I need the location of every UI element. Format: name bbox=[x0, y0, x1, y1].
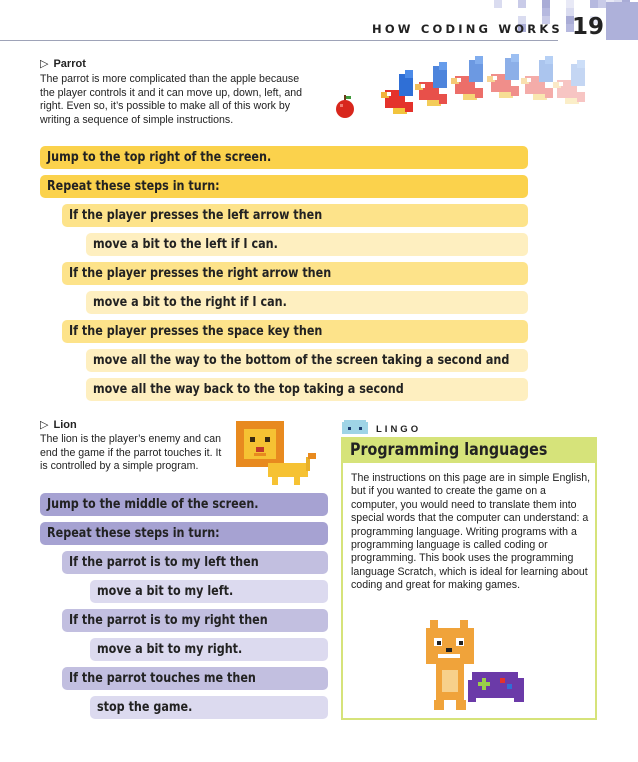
parrot-step-6: move a bit to the right if I can. bbox=[86, 291, 528, 314]
lion-step-1: Jump to the middle of the screen. bbox=[40, 493, 328, 516]
parrot-step-5: If the player presses the right arrow then bbox=[62, 262, 528, 285]
parrot-description: The parrot is more complicated than the apple because the player controls it and it can move up, down, left, and right. Even so, it’s possible to make all of this work by writing a sequence of simple instructions. bbox=[40, 73, 303, 126]
parrot-step-9: move all the way back to the top taking a second bbox=[86, 378, 528, 401]
lion-step-8: stop the game. bbox=[90, 696, 328, 719]
lion-step-6: move a bit to my right. bbox=[90, 638, 328, 661]
lingo-title: Programming languages bbox=[341, 437, 597, 463]
lion-step-7: If the parrot touches me then bbox=[62, 667, 328, 690]
parrot-step-3: If the player presses the left arrow then bbox=[62, 204, 528, 227]
header-title: HOW CODING WORKS bbox=[372, 22, 563, 36]
lion-heading bbox=[40, 418, 77, 431]
lion-sprite bbox=[232, 417, 327, 487]
lion-heading-label: Lion bbox=[53, 419, 77, 431]
parrot-sprite-trail bbox=[375, 48, 585, 128]
parrot-step-4: move a bit to the left if I can. bbox=[86, 233, 528, 256]
lion-description: The lion is the player’s enemy and can end the game if the parrot touches it. It is controlled by a simple program. bbox=[40, 433, 222, 472]
parrot-step-7: If the player presses the space key then bbox=[62, 320, 528, 343]
lingo-body: The instructions on this page are in simple English, but if you wanted to create the game on a computer, you would need to translate them into special words that the computer can understand: a programming language. Writing programs with a programming language is called coding or programming. This book uses the programming language Scratch, which is ideal for learning about coding and great for making games. bbox=[351, 472, 591, 592]
lingo-icon bbox=[340, 420, 370, 434]
parrot-step-1: Jump to the top right of the screen. bbox=[40, 146, 528, 169]
cat-with-gamepad-sprite bbox=[420, 616, 530, 716]
triangle-marker-icon: ▷ bbox=[40, 58, 49, 70]
lion-step-3: If the parrot is to my left then bbox=[62, 551, 328, 574]
lion-step-5: If the parrot is to my right then bbox=[62, 609, 328, 632]
parrot-step-2: Repeat these steps in turn: bbox=[40, 175, 528, 198]
triangle-marker-icon: ▷ bbox=[40, 419, 49, 431]
page-number: 19 bbox=[572, 14, 605, 40]
lingo-tag: LINGO bbox=[376, 424, 422, 435]
parrot-heading-label: Parrot bbox=[53, 58, 86, 70]
apple-icon bbox=[332, 94, 358, 120]
parrot-step-8: move all the way to the bottom of the screen taking a second and bbox=[86, 349, 528, 372]
parrot-heading bbox=[40, 57, 86, 70]
lion-step-4: move a bit to my left. bbox=[90, 580, 328, 603]
lion-step-2: Repeat these steps in turn: bbox=[40, 522, 328, 545]
header-rule bbox=[0, 40, 558, 41]
